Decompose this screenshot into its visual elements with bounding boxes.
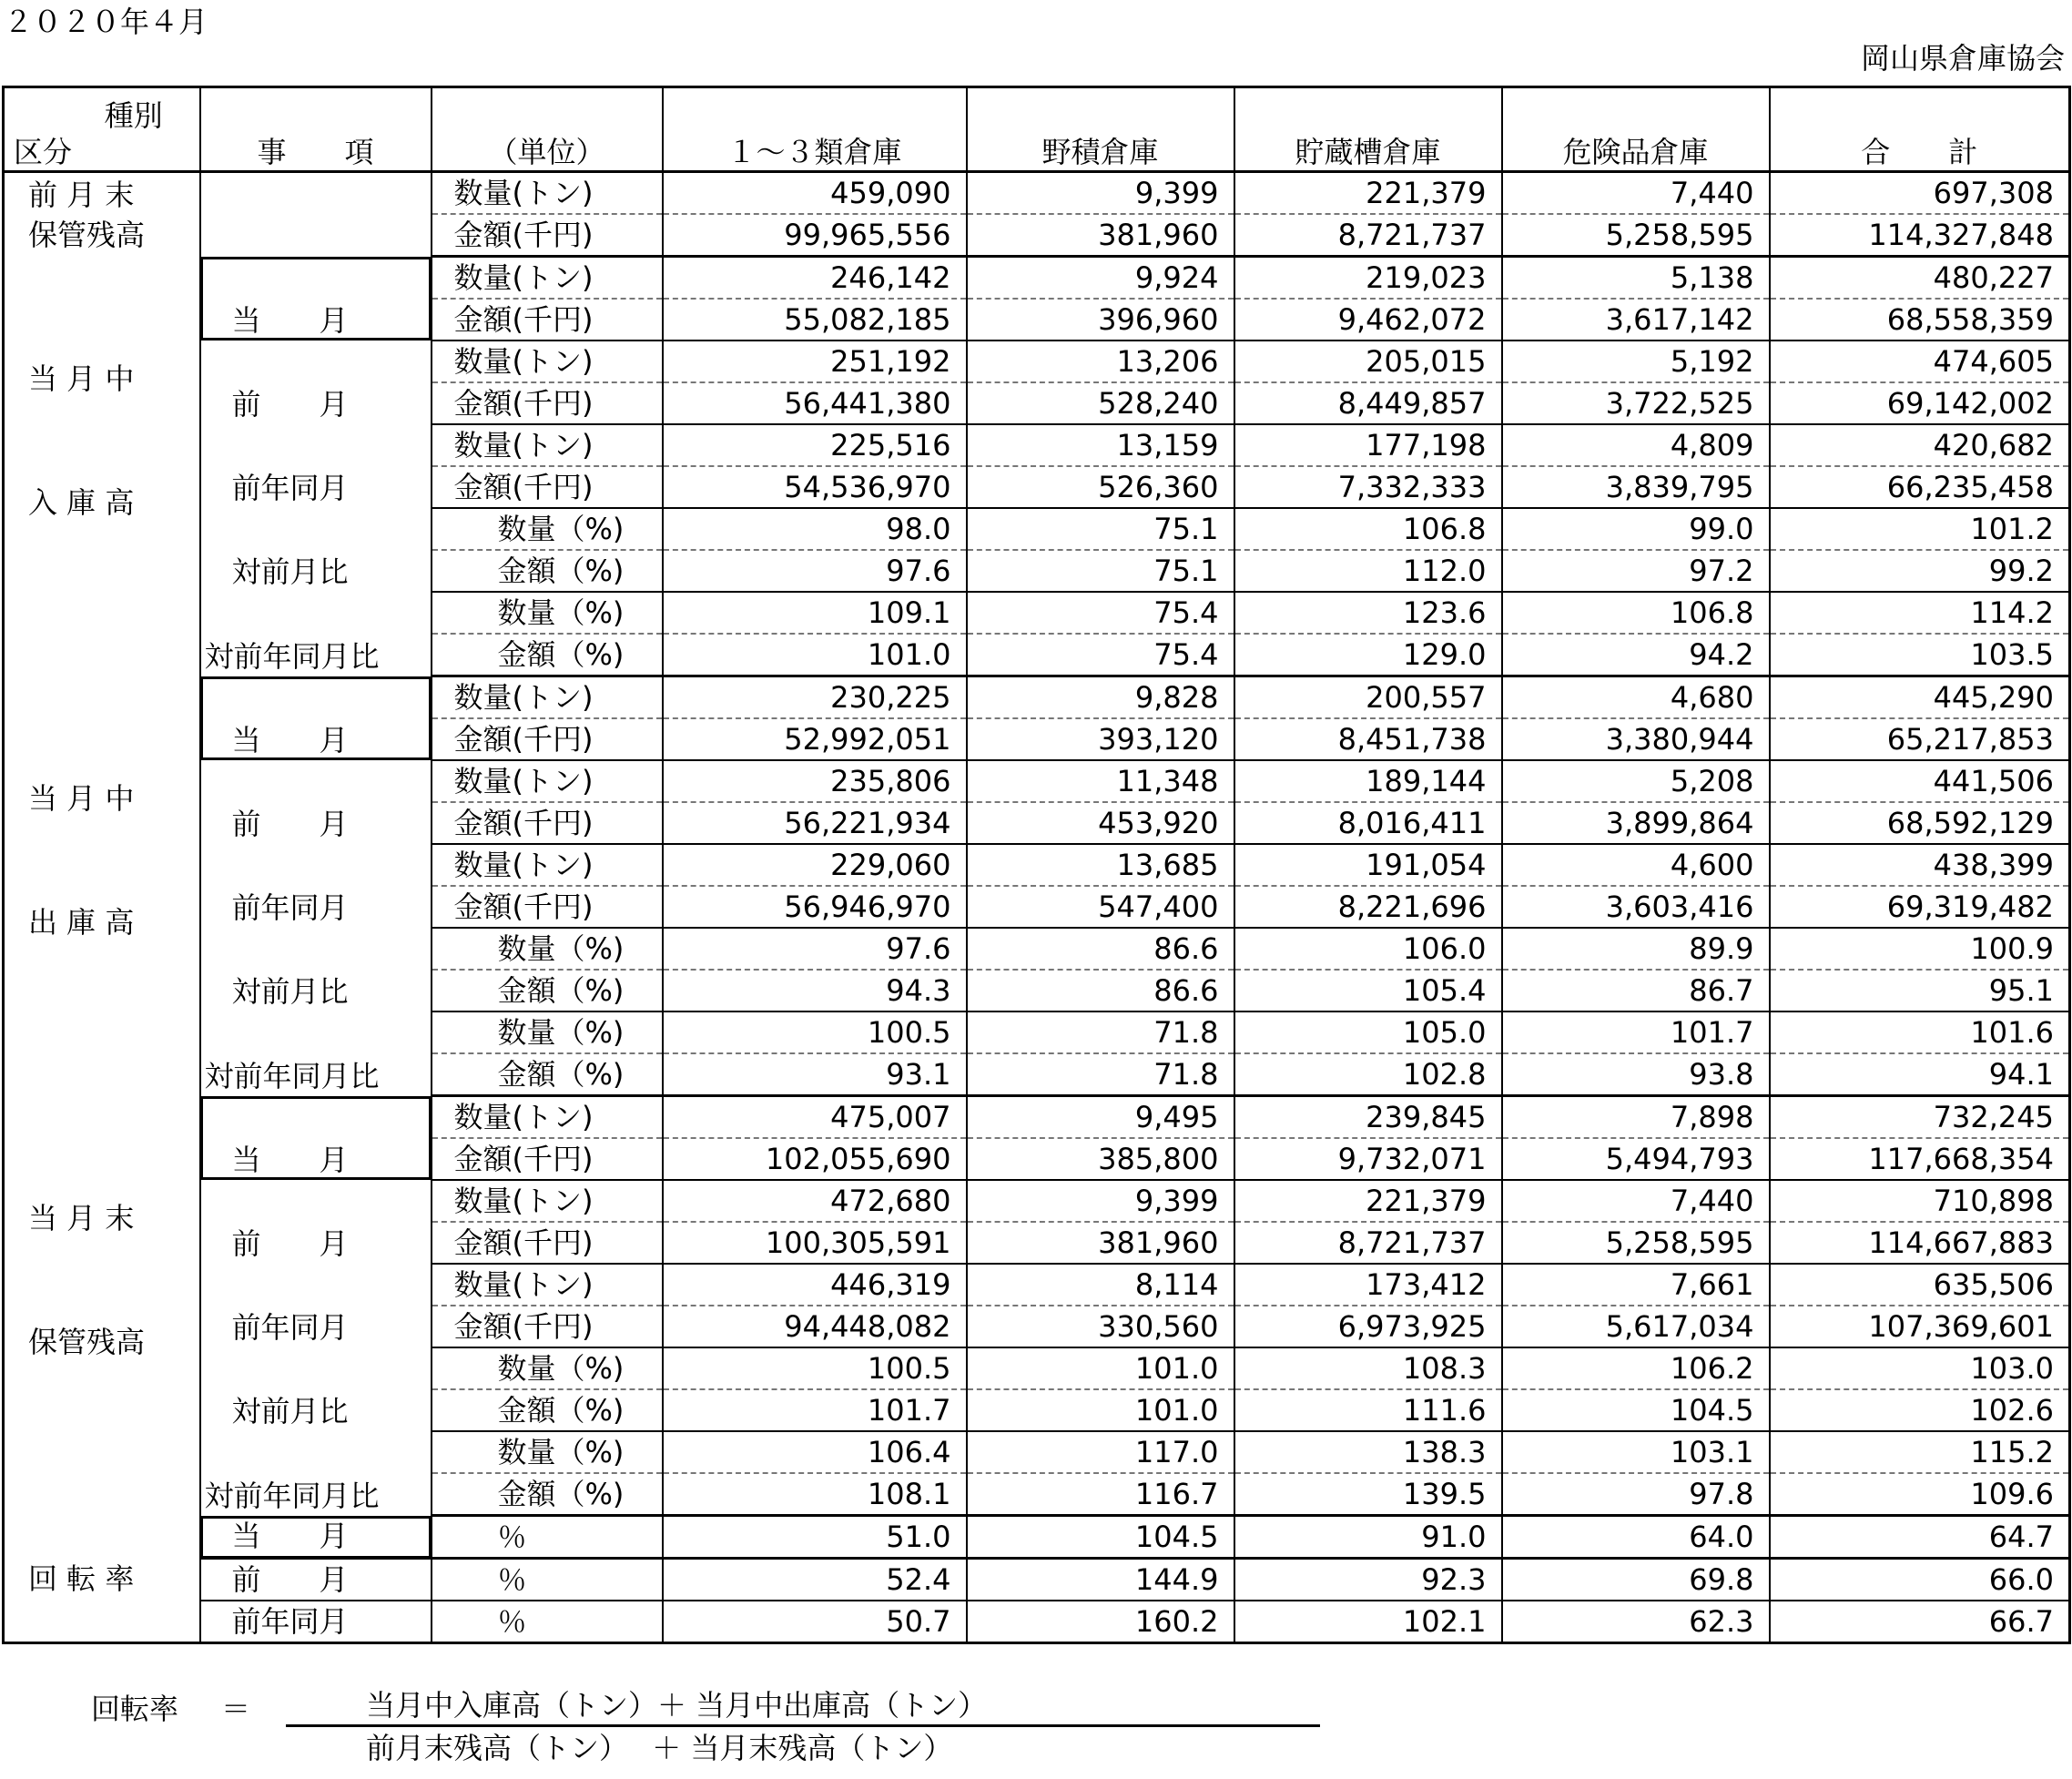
closing-vpy_amt-tank-storage: 139.5 — [1234, 1473, 1502, 1516]
closing-cur_qty-total: 732,245 — [1770, 1096, 2070, 1139]
outbound-unit-qty_t: 数量(トン) — [432, 844, 663, 886]
opening-amt-class1-3: 99,965,556 — [663, 214, 967, 257]
inbound-cur_qty-total: 480,227 — [1770, 257, 2070, 300]
closing-py_amt-total: 107,369,601 — [1770, 1306, 2070, 1347]
turnover-cur-open-storage: 104.5 — [967, 1516, 1234, 1559]
inbound-prev_amt-open-storage: 528,240 — [967, 382, 1234, 424]
outbound-prev_qty-tank-storage: 189,144 — [1234, 760, 1502, 802]
opening-qty-total: 697,308 — [1770, 172, 2070, 215]
opening-label-2: 保管残高 — [28, 217, 146, 252]
outbound-unit-amt_k: 金額(千円) — [432, 886, 663, 928]
closing-unit-qty_p: 数量（%) — [432, 1347, 663, 1389]
inbound-unit-qty_t: 数量(トン) — [432, 257, 663, 300]
turnover-prev-hazardous: 69.8 — [1502, 1559, 1770, 1601]
outbound-py_amt-tank-storage: 8,221,696 — [1234, 886, 1502, 928]
closing-prev_qty-class1-3: 472,680 — [663, 1180, 967, 1222]
turnover-prev-tank-storage: 92.3 — [1234, 1559, 1502, 1601]
outbound-item-vs_prev: 対前月比 — [200, 928, 432, 1011]
inbound-prev_amt-class1-3: 56,441,380 — [663, 382, 967, 424]
outbound-cur_amt-open-storage: 393,120 — [967, 718, 1234, 760]
turnover-prev-total: 66.0 — [1770, 1559, 2070, 1601]
header-kubun-bottom: 区分 — [14, 135, 73, 169]
inbound-prev_amt-tank-storage: 8,449,857 — [1234, 382, 1502, 424]
closing-label-2: 保管残高 — [28, 1324, 146, 1359]
outbound-cur_qty-tank-storage: 200,557 — [1234, 676, 1502, 719]
closing-prev_qty-hazardous: 7,440 — [1502, 1180, 1770, 1222]
outbound-category — [4, 676, 200, 1096]
inbound-vp_qty-class1-3: 98.0 — [663, 508, 967, 550]
opening-category — [4, 172, 200, 257]
outbound-vpy_amt-hazardous: 93.8 — [1502, 1053, 1770, 1096]
outbound-unit-qty_t: 数量(トン) — [432, 676, 663, 719]
table-row — [4, 424, 2070, 466]
turnover-prev-class1-3: 52.4 — [663, 1559, 967, 1601]
inbound-unit-amt_p: 金額（%) — [432, 550, 663, 592]
organization-name: 岡山県倉庫協会 — [1860, 41, 2065, 76]
closing-vp_qty-hazardous: 106.2 — [1502, 1347, 1770, 1389]
outbound-cur_amt-total: 65,217,853 — [1770, 718, 2070, 760]
closing-vpy_qty-hazardous: 103.1 — [1502, 1431, 1770, 1473]
inbound-unit-amt_k: 金額(千円) — [432, 382, 663, 424]
header-jikou: 事 項 — [200, 87, 432, 172]
opening-unit-qty_t: 数量(トン) — [432, 172, 663, 215]
turnover-cur-hazardous: 64.0 — [1502, 1516, 1770, 1559]
opening-unit-amt_k: 金額(千円) — [432, 214, 663, 257]
outbound-py_amt-open-storage: 547,400 — [967, 886, 1234, 928]
closing-vp_qty-tank-storage: 108.3 — [1234, 1347, 1502, 1389]
inbound-unit-amt_k: 金額(千円) — [432, 299, 663, 341]
inbound-vpy_qty-hazardous: 106.8 — [1502, 592, 1770, 634]
closing-unit-qty_t: 数量(トン) — [432, 1180, 663, 1222]
outbound-py_qty-tank-storage: 191,054 — [1234, 844, 1502, 886]
inbound-py_qty-total: 420,682 — [1770, 424, 2070, 466]
outbound-vp_amt-class1-3: 94.3 — [663, 970, 967, 1011]
closing-prev_amt-hazardous: 5,258,595 — [1502, 1222, 1770, 1264]
closing-prev_qty-total: 710,898 — [1770, 1180, 2070, 1222]
outbound-vpy_qty-hazardous: 101.7 — [1502, 1011, 1770, 1053]
inbound-vp_amt-open-storage: 75.1 — [967, 550, 1234, 592]
outbound-cur_qty-hazardous: 4,680 — [1502, 676, 1770, 719]
outbound-vpy_qty-open-storage: 71.8 — [967, 1011, 1234, 1053]
formula-equals: ＝ — [220, 1692, 250, 1726]
inbound-category — [4, 257, 200, 676]
inbound-vp_qty-total: 101.2 — [1770, 508, 2070, 550]
inbound-label-2: 入 庫 高 — [28, 484, 135, 520]
outbound-prev_amt-class1-3: 56,221,934 — [663, 802, 967, 844]
closing-vp_amt-total: 102.6 — [1770, 1389, 2070, 1431]
closing-label-1: 当 月 末 — [28, 1200, 135, 1235]
inbound-vp_amt-tank-storage: 112.0 — [1234, 550, 1502, 592]
closing-vpy_qty-class1-3: 106.4 — [663, 1431, 967, 1473]
inbound-prev_amt-hazardous: 3,722,525 — [1502, 382, 1770, 424]
inbound-vpy_qty-open-storage: 75.4 — [967, 592, 1234, 634]
outbound-vpy_qty-class1-3: 100.5 — [663, 1011, 967, 1053]
closing-cur_qty-open-storage: 9,495 — [967, 1096, 1234, 1139]
inbound-vpy_qty-total: 114.2 — [1770, 592, 2070, 634]
closing-unit-qty_p: 数量（%) — [432, 1431, 663, 1473]
turnover-formula — [91, 1686, 988, 1765]
table-row — [4, 341, 2070, 382]
formula-label: 回転率 — [91, 1692, 179, 1726]
inbound-unit-qty_t: 数量(トン) — [432, 341, 663, 382]
closing-item-prev_year: 前年同月 — [200, 1264, 432, 1347]
closing-vp_amt-class1-3: 101.7 — [663, 1389, 967, 1431]
closing-item-cur: 当 月 — [200, 1096, 432, 1181]
opening-amt-total: 114,327,848 — [1770, 214, 2070, 257]
inbound-py_amt-class1-3: 54,536,970 — [663, 466, 967, 508]
outbound-prev_qty-class1-3: 235,806 — [663, 760, 967, 802]
outbound-py_qty-total: 438,399 — [1770, 844, 2070, 886]
closing-py_qty-open-storage: 8,114 — [967, 1264, 1234, 1306]
outbound-vp_qty-total: 100.9 — [1770, 928, 2070, 970]
closing-unit-amt_k: 金額(千円) — [432, 1138, 663, 1180]
turnover-unit: ％ — [432, 1601, 663, 1643]
outbound-prev_amt-hazardous: 3,899,864 — [1502, 802, 1770, 844]
outbound-vp_qty-open-storage: 86.6 — [967, 928, 1234, 970]
closing-prev_amt-total: 114,667,883 — [1770, 1222, 2070, 1264]
outbound-cur_amt-tank-storage: 8,451,738 — [1234, 718, 1502, 760]
closing-vp_amt-hazardous: 104.5 — [1502, 1389, 1770, 1431]
header-unit: （単位） — [432, 87, 663, 172]
closing-prev_amt-open-storage: 381,960 — [967, 1222, 1234, 1264]
header-col-open-storage: 野積倉庫 — [967, 87, 1234, 172]
outbound-vp_amt-open-storage: 86.6 — [967, 970, 1234, 1011]
closing-py_amt-tank-storage: 6,973,925 — [1234, 1306, 1502, 1347]
inbound-item-prev: 前 月 — [200, 341, 432, 424]
closing-vpy_amt-open-storage: 116.7 — [967, 1473, 1234, 1516]
inbound-cur_qty-tank-storage: 219,023 — [1234, 257, 1502, 300]
closing-prev_amt-class1-3: 100,305,591 — [663, 1222, 967, 1264]
outbound-py_qty-class1-3: 229,060 — [663, 844, 967, 886]
outbound-prev_amt-tank-storage: 8,016,411 — [1234, 802, 1502, 844]
closing-py_qty-tank-storage: 173,412 — [1234, 1264, 1502, 1306]
inbound-vp_amt-total: 99.2 — [1770, 550, 2070, 592]
inbound-vpy_qty-tank-storage: 123.6 — [1234, 592, 1502, 634]
inbound-prev_qty-total: 474,605 — [1770, 341, 2070, 382]
header-kubun-top: 種別 — [104, 98, 163, 133]
turnover-label: 回 転 率 — [28, 1560, 135, 1596]
outbound-item-prev: 前 月 — [200, 760, 432, 844]
inbound-cur_amt-hazardous: 3,617,142 — [1502, 299, 1770, 341]
opening-item-empty — [200, 172, 432, 257]
table-row — [4, 844, 2070, 886]
turnover-py-total: 66.7 — [1770, 1601, 2070, 1643]
formula-denominator: 前月末残高（トン） ＋ 当月末残高（トン） — [366, 1731, 953, 1765]
outbound-prev_qty-total: 441,506 — [1770, 760, 2070, 802]
closing-py_amt-open-storage: 330,560 — [967, 1306, 1234, 1347]
opening-amt-tank-storage: 8,721,737 — [1234, 214, 1502, 257]
table-row — [4, 1264, 2070, 1306]
header-col-class1-3: １～３類倉庫 — [663, 87, 967, 172]
outbound-prev_qty-hazardous: 5,208 — [1502, 760, 1770, 802]
inbound-py_qty-tank-storage: 177,198 — [1234, 424, 1502, 466]
inbound-unit-qty_p: 数量（%) — [432, 592, 663, 634]
table-row — [4, 760, 2070, 802]
outbound-cur_amt-hazardous: 3,380,944 — [1502, 718, 1770, 760]
inbound-py_amt-hazardous: 3,839,795 — [1502, 466, 1770, 508]
turnover-cur-total: 64.7 — [1770, 1516, 2070, 1559]
closing-item-prev: 前 月 — [200, 1180, 432, 1264]
inbound-vpy_amt-hazardous: 94.2 — [1502, 634, 1770, 676]
turnover-category — [4, 1516, 200, 1643]
outbound-vpy_amt-open-storage: 71.8 — [967, 1053, 1234, 1096]
table-row — [4, 257, 2070, 300]
closing-cur_amt-open-storage: 385,800 — [967, 1138, 1234, 1180]
outbound-vp_amt-total: 95.1 — [1770, 970, 2070, 1011]
inbound-label-1: 当 月 中 — [28, 361, 135, 396]
closing-prev_amt-tank-storage: 8,721,737 — [1234, 1222, 1502, 1264]
closing-py_qty-total: 635,506 — [1770, 1264, 2070, 1306]
turnover-prev-open-storage: 144.9 — [967, 1559, 1234, 1601]
closing-vpy_qty-tank-storage: 138.3 — [1234, 1431, 1502, 1473]
inbound-unit-qty_t: 数量(トン) — [432, 424, 663, 466]
outbound-cur_qty-open-storage: 9,828 — [967, 676, 1234, 719]
closing-item-vs_prev: 対前月比 — [200, 1347, 432, 1431]
inbound-py_qty-hazardous: 4,809 — [1502, 424, 1770, 466]
outbound-cur_amt-class1-3: 52,992,051 — [663, 718, 967, 760]
outbound-vpy_amt-tank-storage: 102.8 — [1234, 1053, 1502, 1096]
inbound-vp_qty-tank-storage: 106.8 — [1234, 508, 1502, 550]
outbound-unit-qty_p: 数量（%) — [432, 1011, 663, 1053]
outbound-unit-amt_p: 金額（%) — [432, 970, 663, 1011]
inbound-cur_amt-total: 68,558,359 — [1770, 299, 2070, 341]
closing-vp_qty-class1-3: 100.5 — [663, 1347, 967, 1389]
table-row — [4, 1096, 2070, 1139]
outbound-py_amt-hazardous: 3,603,416 — [1502, 886, 1770, 928]
table-row — [4, 592, 2070, 634]
closing-cur_qty-tank-storage: 239,845 — [1234, 1096, 1502, 1139]
inbound-item-vs_prev: 対前月比 — [200, 508, 432, 592]
opening-qty-hazardous: 7,440 — [1502, 172, 1770, 215]
inbound-unit-qty_p: 数量（%) — [432, 508, 663, 550]
inbound-vpy_amt-total: 103.5 — [1770, 634, 2070, 676]
closing-unit-amt_p: 金額（%) — [432, 1473, 663, 1516]
outbound-vp_amt-hazardous: 86.7 — [1502, 970, 1770, 1011]
inbound-vpy_amt-tank-storage: 129.0 — [1234, 634, 1502, 676]
inbound-cur_amt-class1-3: 55,082,185 — [663, 299, 967, 341]
outbound-cur_qty-class1-3: 230,225 — [663, 676, 967, 719]
formula-fraction — [286, 1686, 1320, 1769]
table-row — [4, 1431, 2070, 1473]
closing-py_amt-class1-3: 94,448,082 — [663, 1306, 967, 1347]
inbound-cur_qty-hazardous: 5,138 — [1502, 257, 1770, 300]
outbound-label-1: 当 月 中 — [28, 780, 135, 816]
inbound-py_qty-open-storage: 13,159 — [967, 424, 1234, 466]
inbound-py_amt-total: 66,235,458 — [1770, 466, 2070, 508]
inbound-vp_qty-open-storage: 75.1 — [967, 508, 1234, 550]
inbound-vp_amt-hazardous: 97.2 — [1502, 550, 1770, 592]
table-row — [4, 1011, 2070, 1053]
outbound-vpy_amt-class1-3: 93.1 — [663, 1053, 967, 1096]
outbound-vpy_amt-total: 94.1 — [1770, 1053, 2070, 1096]
outbound-unit-amt_k: 金額(千円) — [432, 718, 663, 760]
inbound-vpy_amt-open-storage: 75.4 — [967, 634, 1234, 676]
table-row — [4, 676, 2070, 719]
closing-py_qty-hazardous: 7,661 — [1502, 1264, 1770, 1306]
closing-vpy_amt-class1-3: 108.1 — [663, 1473, 967, 1516]
opening-qty-tank-storage: 221,379 — [1234, 172, 1502, 215]
turnover-unit: ％ — [432, 1516, 663, 1559]
report-date: ２０２０年４月 — [4, 5, 208, 39]
outbound-vpy_qty-tank-storage: 105.0 — [1234, 1011, 1502, 1053]
table-row — [4, 172, 2070, 215]
outbound-item-vs_prev_year: 対前年同月比 — [200, 1011, 432, 1096]
outbound-cur_qty-total: 445,290 — [1770, 676, 2070, 719]
header-col-total: 合 計 — [1770, 87, 2070, 172]
header-kubun — [4, 87, 200, 172]
table-row — [4, 1516, 2070, 1559]
outbound-prev_qty-open-storage: 11,348 — [967, 760, 1234, 802]
inbound-cur_qty-class1-3: 246,142 — [663, 257, 967, 300]
outbound-item-cur: 当 月 — [200, 676, 432, 761]
turnover-item-cur: 当 月 — [200, 1516, 432, 1559]
outbound-py_amt-total: 69,319,482 — [1770, 886, 2070, 928]
turnover-item-prev: 前 月 — [200, 1559, 432, 1601]
outbound-item-prev_year: 前年同月 — [200, 844, 432, 928]
closing-vpy_amt-hazardous: 97.8 — [1502, 1473, 1770, 1516]
outbound-prev_amt-open-storage: 453,920 — [967, 802, 1234, 844]
header-col-hazardous: 危険品倉庫 — [1502, 87, 1770, 172]
closing-cur_qty-hazardous: 7,898 — [1502, 1096, 1770, 1139]
table-row — [4, 1347, 2070, 1389]
turnover-unit: ％ — [432, 1559, 663, 1601]
closing-cur_amt-hazardous: 5,494,793 — [1502, 1138, 1770, 1180]
opening-qty-class1-3: 459,090 — [663, 172, 967, 215]
opening-amt-hazardous: 5,258,595 — [1502, 214, 1770, 257]
closing-unit-amt_k: 金額(千円) — [432, 1222, 663, 1264]
table-row — [4, 1180, 2070, 1222]
outbound-vp_qty-hazardous: 89.9 — [1502, 928, 1770, 970]
inbound-py_qty-class1-3: 225,516 — [663, 424, 967, 466]
closing-unit-amt_p: 金額（%) — [432, 1389, 663, 1431]
inbound-prev_qty-hazardous: 5,192 — [1502, 341, 1770, 382]
inbound-prev_qty-open-storage: 13,206 — [967, 341, 1234, 382]
inbound-prev_qty-class1-3: 251,192 — [663, 341, 967, 382]
inbound-py_amt-open-storage: 526,360 — [967, 466, 1234, 508]
closing-vpy_amt-total: 109.6 — [1770, 1473, 2070, 1516]
closing-prev_qty-tank-storage: 221,379 — [1234, 1180, 1502, 1222]
inbound-vpy_amt-class1-3: 101.0 — [663, 634, 967, 676]
inbound-prev_qty-tank-storage: 205,015 — [1234, 341, 1502, 382]
turnover-item-prev_year: 前年同月 — [200, 1601, 432, 1643]
inbound-vpy_qty-class1-3: 109.1 — [663, 592, 967, 634]
closing-item-vs_prev_year: 対前年同月比 — [200, 1431, 432, 1516]
inbound-cur_amt-open-storage: 396,960 — [967, 299, 1234, 341]
table-row — [4, 1601, 2070, 1643]
inbound-cur_amt-tank-storage: 9,462,072 — [1234, 299, 1502, 341]
inbound-cur_qty-open-storage: 9,924 — [967, 257, 1234, 300]
opening-amt-open-storage: 381,960 — [967, 214, 1234, 257]
table-row — [4, 1559, 2070, 1601]
outbound-unit-qty_t: 数量(トン) — [432, 760, 663, 802]
outbound-py_amt-class1-3: 56,946,970 — [663, 886, 967, 928]
formula-numerator: 当月中入庫高（トン）＋ 当月中出庫高（トン） — [366, 1688, 988, 1723]
closing-cur_amt-tank-storage: 9,732,071 — [1234, 1138, 1502, 1180]
inbound-vp_amt-class1-3: 97.6 — [663, 550, 967, 592]
closing-vp_qty-total: 103.0 — [1770, 1347, 2070, 1389]
closing-vp_amt-tank-storage: 111.6 — [1234, 1389, 1502, 1431]
turnover-cur-tank-storage: 91.0 — [1234, 1516, 1502, 1559]
turnover-py-open-storage: 160.2 — [967, 1601, 1234, 1643]
outbound-py_qty-open-storage: 13,685 — [967, 844, 1234, 886]
outbound-unit-amt_k: 金額(千円) — [432, 802, 663, 844]
opening-qty-open-storage: 9,399 — [967, 172, 1234, 215]
outbound-vpy_qty-total: 101.6 — [1770, 1011, 2070, 1053]
closing-cur_amt-total: 117,668,354 — [1770, 1138, 2070, 1180]
inbound-unit-amt_p: 金額（%) — [432, 634, 663, 676]
closing-vpy_qty-total: 115.2 — [1770, 1431, 2070, 1473]
closing-unit-qty_t: 数量(トン) — [432, 1096, 663, 1139]
table-row — [4, 928, 2070, 970]
turnover-py-hazardous: 62.3 — [1502, 1601, 1770, 1643]
outbound-unit-qty_p: 数量（%) — [432, 928, 663, 970]
inbound-item-prev_year: 前年同月 — [200, 424, 432, 508]
inbound-py_amt-tank-storage: 7,332,333 — [1234, 466, 1502, 508]
closing-cur_amt-class1-3: 102,055,690 — [663, 1138, 967, 1180]
inbound-item-vs_prev_year: 対前年同月比 — [200, 592, 432, 676]
closing-py_amt-hazardous: 5,617,034 — [1502, 1306, 1770, 1347]
turnover-py-tank-storage: 102.1 — [1234, 1601, 1502, 1643]
outbound-prev_amt-total: 68,592,129 — [1770, 802, 2070, 844]
closing-unit-amt_k: 金額(千円) — [432, 1306, 663, 1347]
outbound-unit-amt_p: 金額（%) — [432, 1053, 663, 1096]
closing-category — [4, 1096, 200, 1516]
closing-vp_amt-open-storage: 101.0 — [967, 1389, 1234, 1431]
closing-cur_qty-class1-3: 475,007 — [663, 1096, 967, 1139]
outbound-vp_qty-tank-storage: 106.0 — [1234, 928, 1502, 970]
outbound-vp_amt-tank-storage: 105.4 — [1234, 970, 1502, 1011]
table-row — [4, 508, 2070, 550]
closing-prev_qty-open-storage: 9,399 — [967, 1180, 1234, 1222]
inbound-vp_qty-hazardous: 99.0 — [1502, 508, 1770, 550]
turnover-py-class1-3: 50.7 — [663, 1601, 967, 1643]
turnover-cur-class1-3: 51.0 — [663, 1516, 967, 1559]
closing-vpy_qty-open-storage: 117.0 — [967, 1431, 1234, 1473]
outbound-vp_qty-class1-3: 97.6 — [663, 928, 967, 970]
header-col-tank-storage: 貯蔵槽倉庫 — [1234, 87, 1502, 172]
opening-label-1: 前 月 末 — [28, 177, 135, 212]
closing-unit-qty_t: 数量(トン) — [432, 1264, 663, 1306]
inbound-prev_amt-total: 69,142,002 — [1770, 382, 2070, 424]
outbound-py_qty-hazardous: 4,600 — [1502, 844, 1770, 886]
closing-py_qty-class1-3: 446,319 — [663, 1264, 967, 1306]
outbound-label-2: 出 庫 高 — [28, 904, 135, 940]
inbound-item-cur: 当 月 — [200, 257, 432, 341]
table-header-row — [4, 87, 2070, 172]
warehouse-stats-table — [2, 86, 2071, 1644]
inbound-unit-amt_k: 金額(千円) — [432, 466, 663, 508]
closing-vp_qty-open-storage: 101.0 — [967, 1347, 1234, 1389]
